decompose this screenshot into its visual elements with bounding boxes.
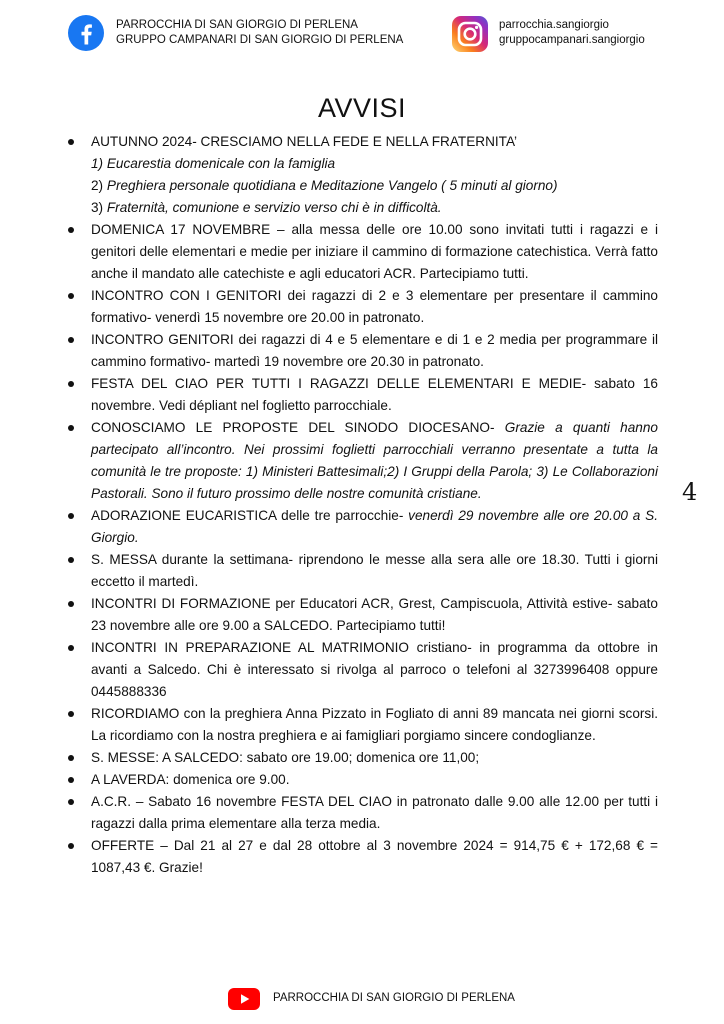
notice-text: S. MESSE: A SALCEDO: sabato ore 19.00; domenica ore 11,00;: [91, 750, 480, 765]
header-left-line: GRUPPO CAMPANARI DI SAN GIORGIO DI PERLENA: [116, 34, 404, 46]
notice-line: [91, 637, 658, 703]
notice-line: [91, 329, 658, 373]
notice-item: [60, 329, 658, 373]
notice-item: [60, 219, 658, 285]
page-title: AVVISI: [317, 93, 407, 124]
notice-text: A LAVERDA: domenica ore 9.00.: [91, 772, 290, 787]
notice-item: [60, 285, 658, 329]
notice-list: [60, 131, 658, 879]
notice-line: [91, 549, 658, 593]
notice-text-italic: Preghiera personale quotidiana e Meditazione Vangelo ( 5 minuti al giorno): [106, 178, 558, 193]
notice-item: [60, 791, 658, 835]
notice-item: [60, 505, 658, 549]
notice-line: [91, 417, 658, 505]
notice-item: [60, 835, 658, 879]
notice-text: RICORDIAMO con la preghiera Anna Pizzato in Fogliato di anni 89 mancata nei giorni scorsi. La ricordiamo con la nostra preghiera e ai famigliari porgiamo sincere condoglianze.: [91, 706, 658, 743]
notice-line: [91, 505, 658, 549]
notice-item: [60, 769, 658, 791]
header-right-line: parrocchia.sangiorgio: [499, 19, 609, 31]
header-right-text: [499, 18, 645, 48]
notice-line: [91, 285, 658, 329]
page-header: [0, 0, 724, 60]
notice-line: [91, 593, 658, 637]
notice-text: ADORAZIONE EUCARISTICA delle tre parrocchie-: [91, 508, 409, 523]
notice-line: [91, 835, 658, 879]
notice-text-italic: venerdì 29 novembre alle ore 20.00 a S. Giorgio.: [91, 508, 658, 545]
facebook-icon[interactable]: [68, 15, 104, 51]
notice-text: INCONTRI DI FORMAZIONE per Educatori ACR, Grest, Campiscuola, Attività estive- sabato 23 novembre alle ore 9.00 a SALCEDO. Partecipiamo tutti!: [91, 596, 658, 633]
notice-item: [60, 131, 658, 219]
notice-text: 2): [91, 178, 107, 193]
notice-subline: [91, 153, 658, 175]
notice-text: AUTUNNO 2024- CRESCIAMO NELLA FEDE E NELLA FRATERNITA’: [91, 134, 518, 149]
notice-item: [60, 417, 658, 505]
page-number: 4: [682, 478, 698, 506]
notice-item: [60, 593, 658, 637]
notice-item: [60, 373, 658, 417]
notice-text-italic: 1) Eucarestia domenicale con la famiglia: [91, 156, 336, 171]
notice-text: INCONTRI IN PREPARAZIONE AL MATRIMONIO cristiano- in programma da ottobre in avanti a Salcedo. Chi è interessato si rivolga al parroco o telefoni al 3273996408 oppure 0445888336: [91, 640, 658, 699]
header-right-line: gruppocampanari.sangiorgio: [499, 34, 645, 46]
page-footer: [0, 985, 724, 1015]
notice-line: [91, 219, 658, 285]
notice-text: INCONTRO CON I GENITORI dei ragazzi di 2 e 3 elementare per presentare il cammino formativo- venerdì 15 novembre ore 20.00 in patronato.: [91, 288, 658, 325]
notice-text: CONOSCIAMO LE PROPOSTE DEL SINODO DIOCESANO-: [91, 420, 505, 435]
instagram-icon[interactable]: [452, 16, 488, 52]
notice-text: S. MESSA durante la settimana- riprendono le messe alla sera alle ore 18.30. Tutti i giorni eccetto il martedì.: [91, 552, 658, 589]
notice-text: A.C.R. – Sabato 16 novembre FESTA DEL CIAO in patronato dalle 9.00 alle 12.00 per tutti i ragazzi dalla prima elementare alla terza media.: [91, 794, 658, 831]
notice-line: [91, 747, 658, 769]
header-left-text: [116, 18, 403, 48]
notice-line: [91, 703, 658, 747]
notice-item: [60, 549, 658, 593]
notice-text-italic: Grazie a quanti hanno partecipato all’incontro. Nei prossimi foglietti parrocchiali verranno presentate a tutta la comunità le tre proposte: 1) Ministeri Battesimali;2) I Gruppi della Parola; 3) Le Collaborazioni Pastorali. Sono il futuro prossimo delle nostre comunità cristiane.: [91, 420, 658, 501]
notice-line: [91, 791, 658, 835]
header-left-line: PARROCCHIA DI SAN GIORGIO DI PERLENA: [116, 19, 358, 31]
notice-line: [91, 769, 658, 791]
notice-text: FESTA DEL CIAO PER TUTTI I RAGAZZI DELLE ELEMENTARI E MEDIE- sabato 16 novembre. Vedi dépliant nel foglietto parrocchiale.: [91, 376, 658, 413]
notice-item: [60, 703, 658, 747]
notice-line: [91, 373, 658, 417]
notice-item: [60, 637, 658, 703]
notice-text: OFFERTE – Dal 21 al 27 e dal 28 ottobre al 3 novembre 2024 = 914,75 € + 172,68 € = 1087,43 €. Grazie!: [91, 838, 658, 875]
notice-text: DOMENICA 17 NOVEMBRE – alla messa delle ore 10.00 sono invitati tutti i ragazzi e i genitori delle elementari e medie per iniziare il cammino di formazione catechistica. Verrà fatto anche il mandato alle catechiste e agli educatori ACR. Partecipiamo tutti.: [91, 222, 658, 281]
youtube-icon[interactable]: [228, 988, 260, 1010]
notice-subline: [91, 197, 658, 219]
notice-text: INCONTRO GENITORI dei ragazzi di 4 e 5 elementare e di 1 e 2 media per programmare il cammino formativo- martedì 19 novembre ore 20.30 in patronato.: [91, 332, 658, 369]
notice-text: 3): [91, 200, 107, 215]
notice-line: [91, 131, 658, 153]
notice-item: [60, 747, 658, 769]
notice-subline: [91, 175, 658, 197]
footer-text: PARROCCHIA DI SAN GIORGIO DI PERLENA: [273, 992, 515, 1004]
notice-text-italic: Fraternità, comunione e servizio verso chi è in difficoltà.: [106, 200, 442, 215]
